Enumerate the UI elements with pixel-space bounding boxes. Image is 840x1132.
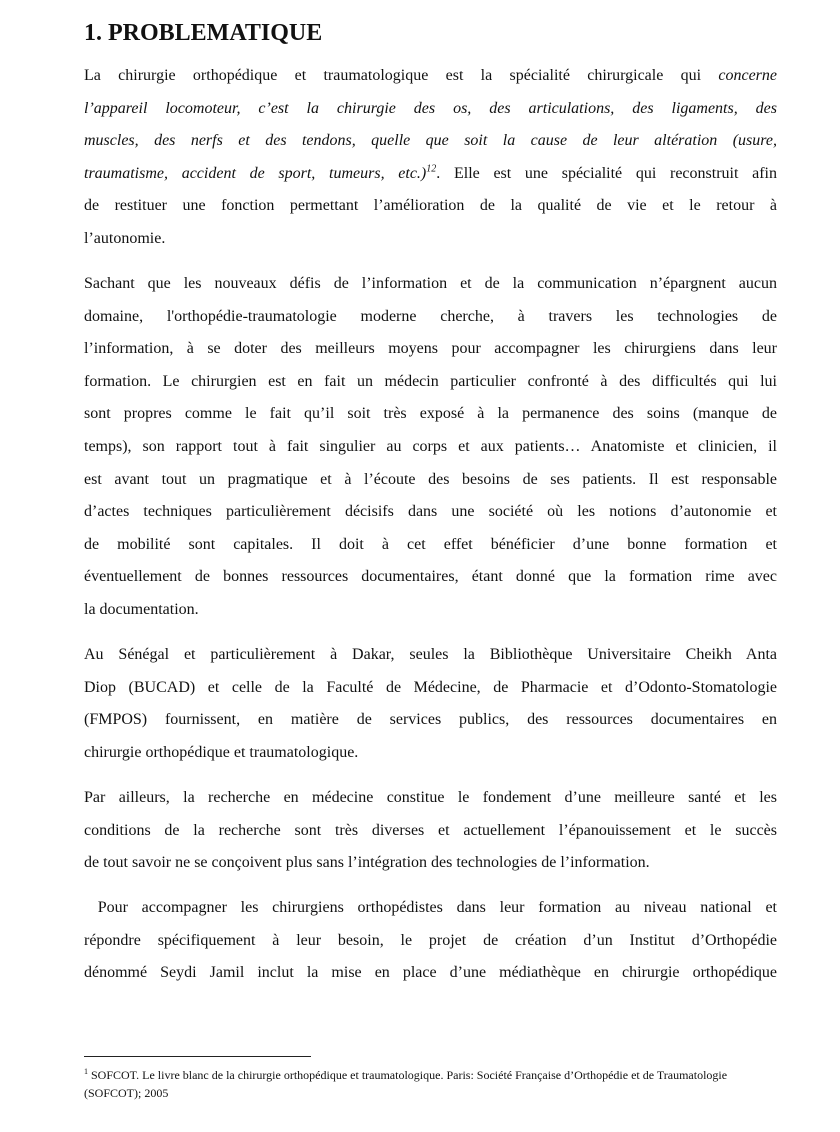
- footnote-divider: [84, 1056, 311, 1057]
- footnote-text: SOFCOT. Le livre blanc de la chirurgie orthopédique et traumatologique. Paris: Société Française d’Orthopédie et de Traumatologie (SOFCOT); 2005: [84, 1068, 728, 1100]
- paragraph-line: [84, 125, 777, 158]
- text-run: La chirurgie orthopédique et traumatologique est la spécialité chirurgicale qui: [84, 67, 719, 84]
- italic-text-run: concerne: [718, 67, 777, 84]
- paragraph-line: Au Sénégal et particulièrement à Dakar, seules la Bibliothèque Universitaire Cheikh Anta: [84, 646, 777, 663]
- paragraph-line: [84, 158, 777, 191]
- paragraph-line: dénommé Seydi Jamil inclut la mise en place d’une médiathèque en chirurgie orthopédique: [84, 964, 777, 982]
- paragraph-line: répondre spécifiquement à leur besoin, le projet de création d’un Institut d’Orthopédie: [84, 931, 777, 949]
- paragraph-line: Diop (BUCAD) et celle de la Faculté de Médecine, de Pharmacie et d’Odonto-Stomatologie: [84, 678, 777, 696]
- paragraph-line: Par ailleurs, la recherche en médecine constitue le fondement d’une meilleure santé et les: [84, 789, 777, 806]
- paragraph-line: domaine, l'orthopédie-traumatologie moderne cherche, à travers les technologies de: [84, 307, 777, 325]
- footnote-reference: 12: [426, 163, 437, 175]
- section-title: 1. PROBLEMATIQUE: [84, 20, 323, 46]
- footnote: [84, 1066, 777, 1102]
- paragraph-line: Sachant que les nouveaux défis de l’information et de la communication n’épargnent aucun: [84, 275, 777, 292]
- paragraph-line: temps), son rapport tout à fait singulier au corps et aux patients… Anatomiste et clinicien, il: [84, 437, 777, 455]
- italic-text-run: muscles, des nerfs et des tendons, quelle que soit la cause de leur altération (usure,: [84, 132, 777, 150]
- paragraph-1: [84, 60, 777, 256]
- footnote-number: 1: [84, 1067, 88, 1076]
- paragraph-3: [84, 639, 777, 769]
- text-run: . Elle est une spécialité qui reconstruit afin: [436, 164, 778, 182]
- paragraph-line: de mobilité sont capitales. Il doit à cet effet bénéficier d’une bonne formation et: [84, 535, 777, 553]
- paragraph-line: Pour accompagner les chirurgiens orthopédistes dans leur formation au niveau national et: [84, 899, 777, 916]
- paragraph-line: d’actes techniques particulièrement décisifs dans une société où les notions d’autonomie et: [84, 503, 777, 521]
- paragraph-line: [84, 93, 777, 126]
- paragraph-line: [84, 60, 777, 93]
- paragraph-line: l’autonomie.: [84, 229, 166, 247]
- paragraph-line: sont propres comme le fait qu’il soit très exposé à la permanence des soins (manque de: [84, 405, 777, 423]
- italic-text-run: l’appareil locomoteur, c’est la chirurgie des os, des articulations, des ligaments, des: [84, 99, 777, 117]
- paragraph-line: conditions de la recherche sont très diverses et actuellement l’épanouissement et le succès: [84, 821, 777, 839]
- paragraph-line: de restituer une fonction permettant l’amélioration de la qualité de vie et le retour à: [84, 197, 777, 215]
- paragraph-line: (FMPOS) fournissent, en matière de services publics, des ressources documentaires en: [84, 711, 777, 729]
- paragraph-line: chirurgie orthopédique et traumatologique.: [84, 743, 359, 761]
- paragraph-4: [84, 782, 777, 880]
- paragraph-line: éventuellement de bonnes ressources documentaires, étant donné que la formation rime avec: [84, 568, 777, 586]
- paragraph-line: de tout savoir ne se conçoivent plus sans l’intégration des technologies de l’information.: [84, 854, 650, 872]
- italic-text-run: traumatisme, accident de sport, tumeurs, etc.): [84, 164, 427, 182]
- paragraph-line: formation. Le chirurgien est en fait un médecin particulier confronté à des difficultés qui lui: [84, 372, 777, 390]
- paragraph-5: [84, 892, 777, 990]
- paragraph-line: la documentation.: [84, 600, 199, 618]
- paragraph-line: est avant tout un pragmatique et à l’écoute des besoins de ses patients. Il est responsable: [84, 470, 777, 488]
- paragraph-2: [84, 268, 777, 627]
- paragraph-line: l’information, à se doter des meilleurs moyens pour accompagner les chirurgiens dans leur: [84, 340, 777, 358]
